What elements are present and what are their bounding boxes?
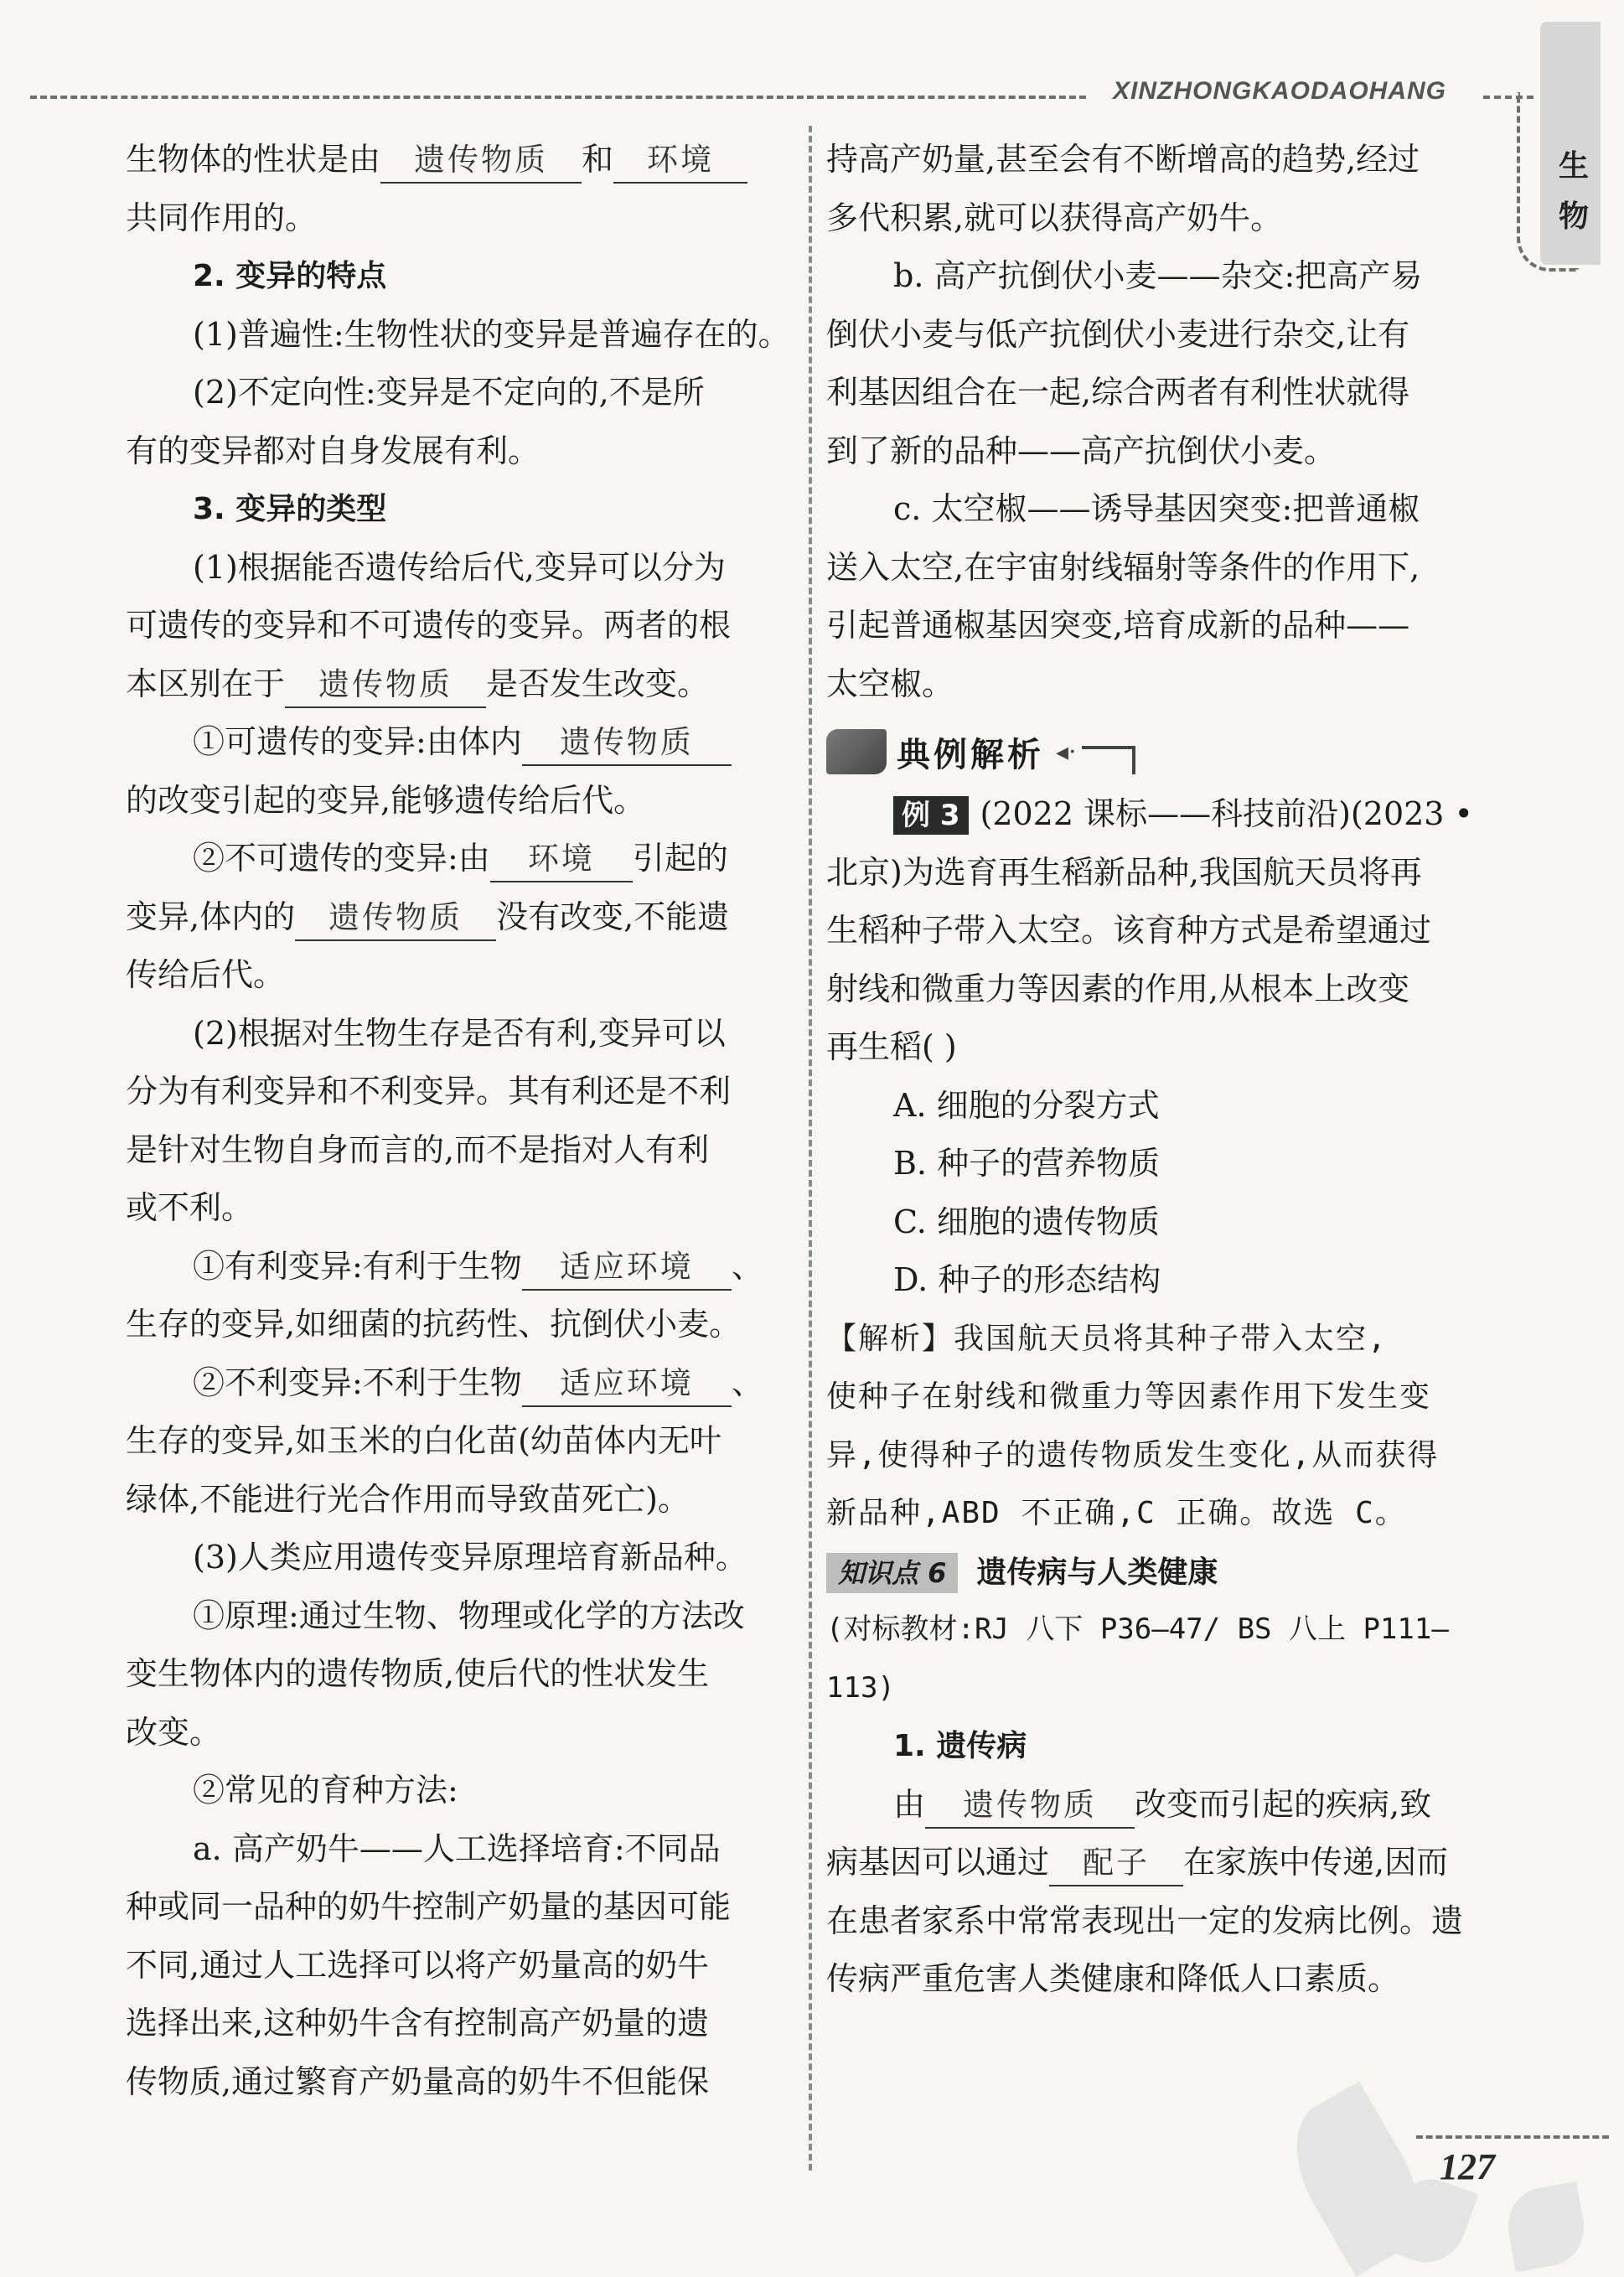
text-line: 分为有利变异和不利变异。其有利还是不利 xyxy=(126,1073,732,1110)
text-line: 传物质,通过繁育产奶量高的奶牛不但能保 xyxy=(126,2062,710,2100)
text: 由 xyxy=(893,1785,926,1823)
text-line: 不同,通过人工选择可以将产奶量高的奶牛 xyxy=(126,1946,710,1984)
text: 病基因可以通过 xyxy=(826,1844,1050,1881)
text-line: 可遗传的变异和不可遗传的变异。两者的根 xyxy=(126,607,732,644)
option-a: A. 细胞的分裂方式 xyxy=(893,1086,1160,1124)
text-line: 传病严重危害人类健康和降低人口素质。 xyxy=(826,1960,1400,1997)
text-line xyxy=(126,1238,779,1296)
text-line: 共同作用的。 xyxy=(126,199,318,236)
text-line xyxy=(126,655,779,714)
left-column xyxy=(126,131,790,2111)
analysis-line: 【解析】我国航天员将其种子带入太空, xyxy=(826,1321,1388,1356)
text-line: 种或同一品种的奶牛控制产奶量的基因可能 xyxy=(126,1888,732,1925)
text-line: (1)普遍性:生物性状的变异是普遍存在的。 xyxy=(193,315,790,353)
text-line xyxy=(126,888,779,947)
text-line: 是针对生物自身而言的,而不是指对人有利 xyxy=(126,1131,710,1168)
text-line: 持高产奶量,甚至会有不断增高的趋势,经过 xyxy=(826,141,1420,178)
footer-dashed-line xyxy=(1416,2135,1609,2139)
analysis-line: 异,使得种子的遗传物质发生变化,从而获得 xyxy=(826,1437,1440,1472)
text-line: 在患者家系中常常表现出一定的发病比例。遗 xyxy=(826,1902,1464,1939)
answer-blank: 遗传物质 xyxy=(380,138,582,184)
text-line xyxy=(126,830,779,888)
example-line xyxy=(826,785,1480,844)
answer-blank: 配子 xyxy=(1049,1841,1183,1886)
text-line xyxy=(826,1834,1480,1892)
text-line: 改变。 xyxy=(126,1713,222,1751)
option-c: C. 细胞的遗传物质 xyxy=(893,1203,1160,1240)
text: 没有改变,不能遗 xyxy=(496,898,730,935)
subject-tab-char-1: 生 xyxy=(1559,149,1590,184)
text-line: 生稻种子带入太空。该育种方式是希望通过 xyxy=(826,912,1432,949)
text-line: 多代积累,就可以获得高产奶牛。 xyxy=(826,199,1283,236)
text-line xyxy=(126,1354,779,1413)
text: 和 xyxy=(582,141,614,178)
text-line: 引起普通椒基因突变,培育成新的品种—— xyxy=(826,607,1410,644)
text: 是否发生改变。 xyxy=(486,665,710,702)
text-line: 北京)为选育再生稻新品种,我国航天员将再 xyxy=(826,853,1422,891)
text-line: 的改变引起的变异,能够遗传给后代。 xyxy=(126,781,646,819)
text: 引起的 xyxy=(632,840,728,877)
text-line xyxy=(126,131,779,189)
text-line: a. 高产奶牛——人工选择培育:不同品 xyxy=(193,1829,721,1867)
answer-blank: 适应环境 xyxy=(522,1362,732,1407)
section-heading: 2. 变异的特点 xyxy=(193,259,387,293)
text-line: c. 太空椒——诱导基因突变:把普通椒 xyxy=(893,490,1420,527)
decorative-leaf xyxy=(1502,2181,1590,2272)
text: 生物体的性状是由 xyxy=(126,141,381,178)
text: ②不利变异:不利于生物 xyxy=(193,1364,522,1401)
text-line: b. 高产抗倒伏小麦——杂交:把高产易 xyxy=(893,257,1423,294)
textbook-reference: (对标教材:RJ 八下 P36—47/ BS 八上 P111— xyxy=(826,1612,1449,1646)
analysis-line: 使种子在射线和微重力等因素作用下发生变 xyxy=(826,1379,1432,1414)
answer-blank: 适应环境 xyxy=(522,1245,732,1291)
answer-blank: 环境 xyxy=(490,837,633,882)
text-line: 生存的变异,如细菌的抗药性、抗倒伏小麦。 xyxy=(126,1306,742,1343)
answer-blank: 遗传物质 xyxy=(925,1783,1135,1829)
text-line: 有的变异都对自身发展有利。 xyxy=(126,432,540,469)
knowledge-point-title: 遗传病与人类健康 xyxy=(976,1555,1218,1590)
arrow-icon: ◂· xyxy=(1056,737,1077,767)
text-line: 太空椒。 xyxy=(826,665,954,702)
answer-blank: 遗传物质 xyxy=(295,896,496,941)
text-line: (1)根据能否遗传给后代,变异可以分为 xyxy=(193,548,726,586)
option-b: B. 种子的营养物质 xyxy=(893,1145,1161,1182)
text-line: 或不利。 xyxy=(126,1189,254,1226)
text-line: ①原理:通过生物、物理或化学的方法改 xyxy=(193,1596,745,1634)
example-section-title xyxy=(826,718,1480,785)
analysis-line: 新品种,ABD 不正确,C 正确。故选 C。 xyxy=(826,1496,1407,1530)
text: (2022 课标——科技前沿)(2023 • xyxy=(980,795,1473,832)
example-label: 例 3 xyxy=(893,796,969,835)
header-dashed-line xyxy=(30,96,1086,99)
text: 、 xyxy=(731,1247,763,1285)
text: ①可遗传的变异:由体内 xyxy=(193,723,522,760)
text: 改变而引起的疾病,致 xyxy=(1135,1785,1432,1823)
text: 在家族中传递,因而 xyxy=(1183,1844,1449,1881)
text-line: 送入太空,在宇宙射线辐射等条件的作用下, xyxy=(826,548,1420,586)
text-line: 生存的变异,如玉米的白化苗(幼苗体内无叶 xyxy=(126,1422,721,1459)
running-title: XINZHONGKAODAOHANG xyxy=(1113,77,1446,105)
answer-blank: 环境 xyxy=(613,138,747,184)
answer-blank: 遗传物质 xyxy=(285,663,486,708)
section-heading: 1. 遗传病 xyxy=(893,1729,1027,1763)
text-line: 射线和微重力等因素的作用,从根本上改变 xyxy=(826,970,1410,1007)
section-heading: 3. 变异的类型 xyxy=(193,492,387,526)
text-line xyxy=(826,1776,1480,1835)
text-line xyxy=(126,713,779,772)
knowledge-point-header xyxy=(826,1543,1480,1602)
text-line: (2)不定向性:变异是不定向的,不是所 xyxy=(193,374,705,411)
text-line: ②常见的育种方法: xyxy=(193,1772,458,1809)
column-divider xyxy=(809,126,812,2171)
text: 本区别在于 xyxy=(126,665,286,702)
textbook-reference: 113) xyxy=(826,1670,895,1705)
text-line: (2)根据对生物生存是否有利,变异可以 xyxy=(193,1014,726,1052)
answer-blank: 遗传物质 xyxy=(522,721,732,766)
example-section-title-text: 典例解析 xyxy=(897,735,1044,774)
text: ①有利变异:有利于生物 xyxy=(193,1247,522,1285)
text-line: 再生稻( ) xyxy=(826,1028,957,1065)
text-line: 传给后代。 xyxy=(126,956,286,993)
title-bracket-icon xyxy=(1082,746,1135,774)
text-line: 利基因组合在一起,综合两者有利性状就得 xyxy=(826,374,1410,411)
subject-tab-char-2: 物 xyxy=(1559,199,1590,234)
option-d: D. 种子的形态结构 xyxy=(893,1261,1161,1298)
right-column xyxy=(826,131,1480,2009)
page-number: 127 xyxy=(1440,2146,1495,2187)
text-line: (3)人类应用遗传变异原理培育新品种。 xyxy=(193,1539,747,1576)
text: 变异,体内的 xyxy=(126,898,296,935)
text-line: 倒伏小麦与低产抗倒伏小麦进行杂交,让有 xyxy=(826,315,1410,353)
example-section-icon xyxy=(826,729,887,774)
knowledge-point-badge: 知识点 6 xyxy=(826,1553,958,1593)
text-line: 到了新的品种——高产抗倒伏小麦。 xyxy=(826,432,1337,469)
text-line: 选择出来,这种奶牛含有控制高产奶量的遗 xyxy=(126,2005,710,2042)
text-line: 变生物体内的遗传物质,使后代的性状发生 xyxy=(126,1655,710,1692)
text: ②不可遗传的变异:由 xyxy=(193,840,490,877)
text: 、 xyxy=(731,1364,763,1401)
text-line: 绿体,不能进行光合作用而导致苗死亡)。 xyxy=(126,1480,690,1518)
